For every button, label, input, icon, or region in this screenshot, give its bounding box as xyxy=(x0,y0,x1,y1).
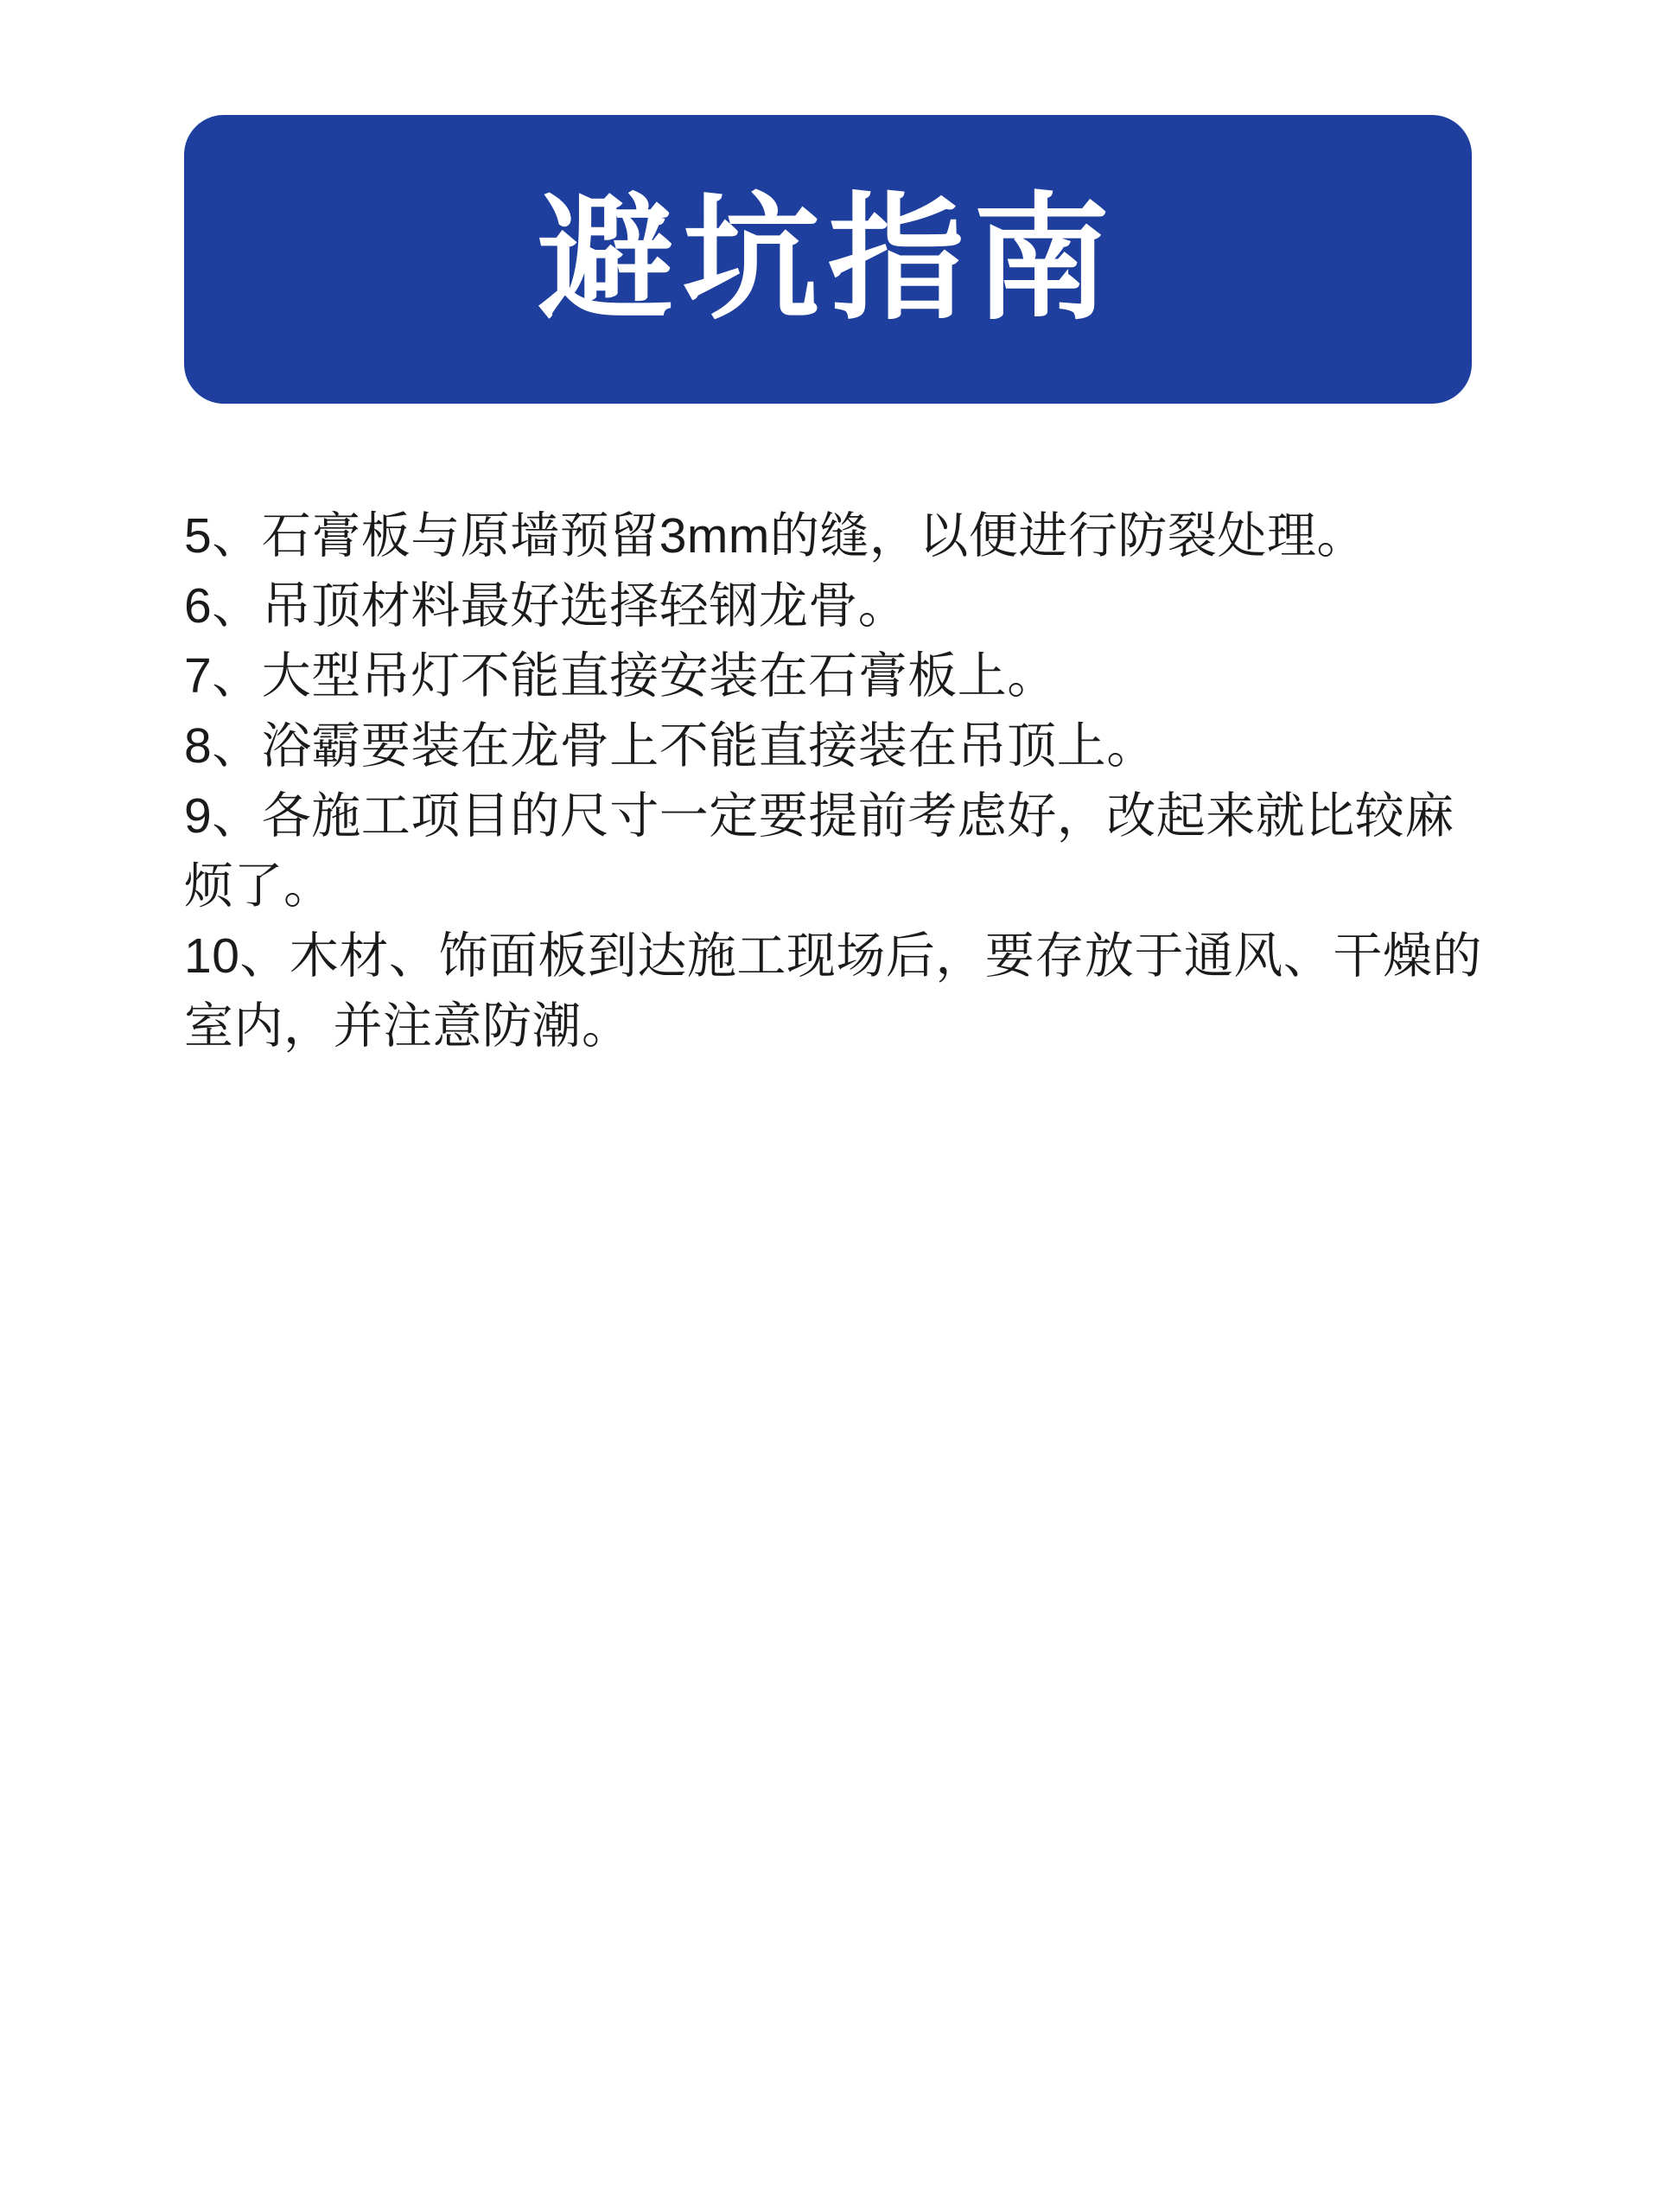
list-item: 7、大型吊灯不能直接安装在石膏板上。 xyxy=(184,647,1057,704)
page-title: 避坑指南 xyxy=(538,183,1118,335)
list-item: 5、石膏板与原墙预留3mm的缝，以便进行防裂处理。 xyxy=(184,508,1366,564)
list-item: 9、各施工项目的尺寸一定要提前考虑好，改起来就比较麻烦了。 xyxy=(184,787,1454,914)
tips-list xyxy=(184,501,1489,1061)
list-item: 10、木材、饰面板到达施工现场后，要存放于通风、干燥的室内，并注意防潮。 xyxy=(184,928,1482,1054)
list-item: 8、浴霸要装在龙骨上不能直接装在吊顶上。 xyxy=(184,717,1156,774)
list-item: 6、吊顶材料最好选择轻钢龙骨。 xyxy=(184,577,908,634)
title-banner xyxy=(184,115,1472,404)
